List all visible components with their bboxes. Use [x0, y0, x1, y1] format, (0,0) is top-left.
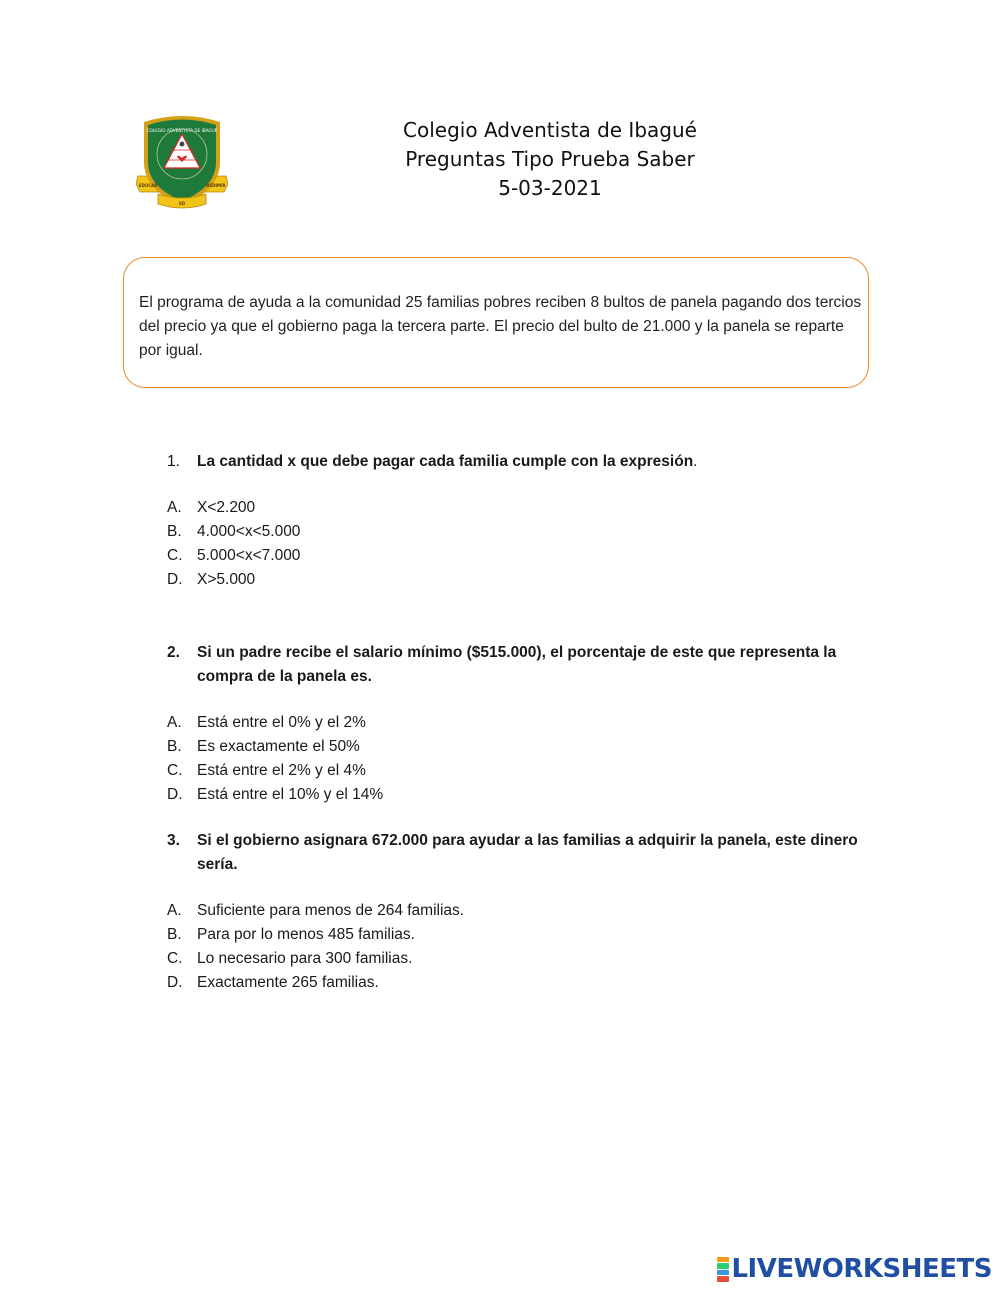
option-letter: A. — [167, 499, 182, 516]
question-text: Si un padre recibe el salario mínimo ($515.000), el porcentaje de este que representa la compra de la panela es. — [197, 644, 837, 685]
option-text: Está entre el 10% y el 14% — [197, 786, 384, 803]
option-text: Exactamente 265 familias. — [197, 974, 379, 991]
option-text: Está entre el 2% y el 4% — [197, 762, 366, 779]
brand-text: LIVEWORKSHEETS — [731, 1254, 992, 1284]
option-a[interactable] — [167, 711, 867, 735]
question-number: 2. — [167, 644, 180, 661]
svg-text:REDIMIR: REDIMIR — [206, 183, 226, 188]
question-3 — [167, 829, 867, 995]
option-text: X>5.000 — [197, 571, 256, 588]
option-letter: A. — [167, 902, 182, 919]
options-list — [167, 711, 867, 807]
liveworksheets-brand[interactable] — [717, 1255, 992, 1283]
question-trailing-period: . — [693, 453, 698, 470]
option-letter: C. — [167, 547, 183, 564]
question-number: 1. — [167, 453, 180, 470]
option-letter: B. — [167, 523, 182, 540]
option-c[interactable] — [167, 947, 867, 971]
context-box — [123, 257, 869, 388]
option-letter: C. — [167, 762, 183, 779]
option-d[interactable] — [167, 971, 867, 995]
option-text: 4.000<x<5.000 — [197, 523, 301, 540]
option-d[interactable] — [167, 783, 867, 807]
school-crest-logo — [136, 110, 228, 212]
option-a[interactable] — [167, 899, 867, 923]
svg-text:EDUCAR: EDUCAR — [138, 183, 158, 188]
question-stem — [167, 829, 867, 877]
question-text: La cantidad x que debe pagar cada familia cumple con la expresión — [197, 453, 694, 470]
option-a[interactable] — [167, 496, 867, 520]
question-number: 3. — [167, 832, 180, 849]
option-text: Lo necesario para 300 familias. — [197, 950, 413, 967]
crest-top-text: COLEGIO ADVENTISTA DE IBAGUÉ — [146, 128, 218, 133]
option-text: Suficiente para menos de 264 familias. — [197, 902, 465, 919]
question-stem — [167, 450, 867, 474]
question-2 — [167, 641, 867, 807]
option-b[interactable] — [167, 923, 867, 947]
option-letter: A. — [167, 714, 182, 731]
option-c[interactable] — [167, 759, 867, 783]
option-letter: D. — [167, 786, 183, 803]
question-text: Si el gobierno asignara 672.000 para ayudar a las familias a adquirir la panela, este dinero sería. — [197, 832, 858, 873]
header — [300, 116, 800, 203]
option-text: 5.000<x<7.000 — [197, 547, 301, 564]
option-letter: D. — [167, 974, 183, 991]
option-text: Es exactamente el 50% — [197, 738, 360, 755]
option-b[interactable] — [167, 520, 867, 544]
option-text: Para por lo menos 485 familias. — [197, 926, 415, 943]
context-text: El programa de ayuda a la comunidad 25 familias pobres reciben 8 bultos de panela pagando dos tercios del precio ya que el gobierno paga la tercera parte. El precio del bulto de 21.000 y la panela se reparte por igual. — [139, 294, 862, 359]
worksheet-subtitle: Preguntas Tipo Prueba Saber — [405, 147, 695, 171]
option-c[interactable] — [167, 544, 867, 568]
option-b[interactable] — [167, 735, 867, 759]
svg-text:SD: SD — [178, 201, 186, 206]
option-text: Está entre el 0% y el 2% — [197, 714, 366, 731]
question-1 — [167, 450, 867, 592]
option-d[interactable] — [167, 568, 867, 592]
options-list — [167, 899, 867, 995]
option-letter: D. — [167, 571, 183, 588]
question-stem — [167, 641, 867, 689]
worksheet-date: 5-03-2021 — [498, 176, 602, 200]
school-name: Colegio Adventista de Ibagué — [403, 118, 697, 142]
option-letter: B. — [167, 738, 182, 755]
option-text: X<2.200 — [197, 499, 256, 516]
option-letter: C. — [167, 950, 183, 967]
option-letter: B. — [167, 926, 182, 943]
options-list — [167, 496, 867, 592]
liveworksheets-logo-icon — [717, 1256, 729, 1282]
